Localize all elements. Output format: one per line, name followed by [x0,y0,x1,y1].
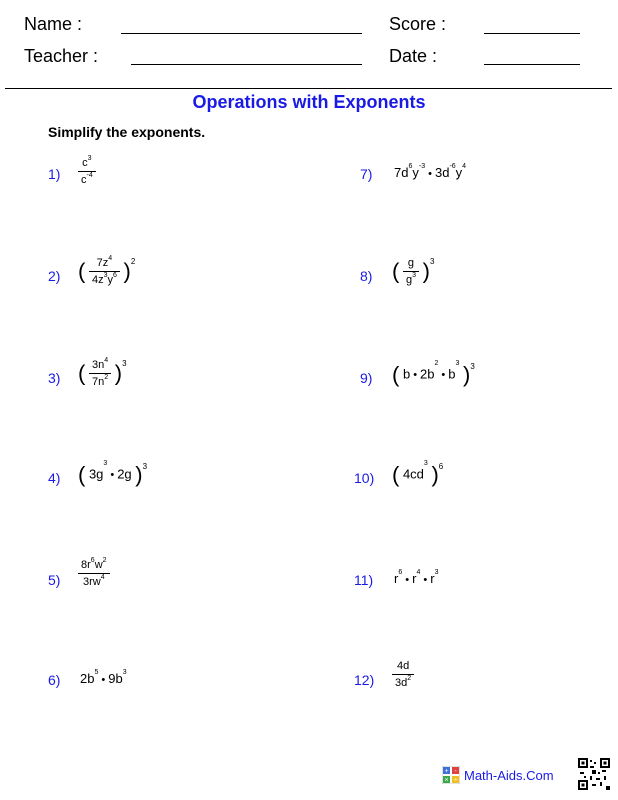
date-label: Date : [389,46,438,66]
fraction: $\frac{7z^4}{4z^3y^6}$ [89,257,120,286]
problem-number: 6) [48,672,61,688]
problem-number: 1) [48,166,61,182]
problem-number: 12) [354,672,375,688]
problem-number: 7) [360,166,373,182]
problem-number: 5) [48,572,61,588]
problem-4-expression: ( $3g^3•$ 2g )$^3$ [78,460,148,487]
problem-12-expression [392,660,414,689]
problem-number: 4) [48,470,61,486]
score-line[interactable] [484,33,580,34]
fraction: $\frac{c^3}{c^{-4}}$ [78,157,96,186]
teacher-label: Teacher : [24,46,99,66]
problem-3-expression: ( $\frac{3n^4}{7n^2}$ )$^3$ [78,357,127,388]
problem-6-expression: $2b^5•$ $9b^3$ [80,669,127,686]
problem-number: 9) [360,370,373,386]
worksheet-title: Operations with Exponents [192,92,426,112]
svg-text:-: - [454,768,457,775]
problem-number: 11) [354,572,374,588]
problem-7-expression: $7d^6y^{-3}•$ $3d^{-6}y^4$ [394,163,467,180]
date-line[interactable] [484,64,580,65]
qr-code-icon [578,758,610,790]
fraction: $\frac{g}{g^3}$ [403,257,419,286]
header-divider [5,88,612,89]
instructions: Simplify the exponents. [48,124,206,140]
problem-number: 8) [360,268,373,284]
math-aids-logo-icon[interactable] [442,766,460,784]
svg-text:×: × [444,777,449,784]
problem-number: 2) [48,268,61,284]
problem-2-expression: ( $\frac{7z^4}{4z^3y^6}$ )$^2$ [78,255,136,286]
name-line[interactable] [121,33,362,34]
problem-11-expression: $r^6•$ $r^4•$ $r^3$ [394,569,439,586]
score-label: Score : [389,14,447,34]
site-link[interactable]: Math-Aids.Com [464,768,554,783]
problem-8-expression: ( $\frac{g}{g^3}$ )$^3$ [392,257,435,286]
svg-text:÷: ÷ [453,777,458,784]
problem-number: 10) [354,470,375,486]
problem-9-expression: ( b • $2b^2•$ $b^3$ )$^3$ [392,360,475,387]
fraction: $\frac{4d}{3d^2}$ [392,660,414,689]
problem-10-expression: ( $4cd^3$ )$^6$ [392,460,444,487]
teacher-line[interactable] [131,64,362,65]
problem-number: 3) [48,370,61,386]
problem-5-expression [78,559,110,588]
name-label: Name : [24,14,83,34]
fraction: $\frac{8r^6w^2}{3rw^4}$ [78,559,110,588]
fraction: $\frac{3n^4}{7n^2}$ [89,359,111,388]
svg-text:+: + [444,768,449,775]
problem-1-expression [78,157,96,186]
